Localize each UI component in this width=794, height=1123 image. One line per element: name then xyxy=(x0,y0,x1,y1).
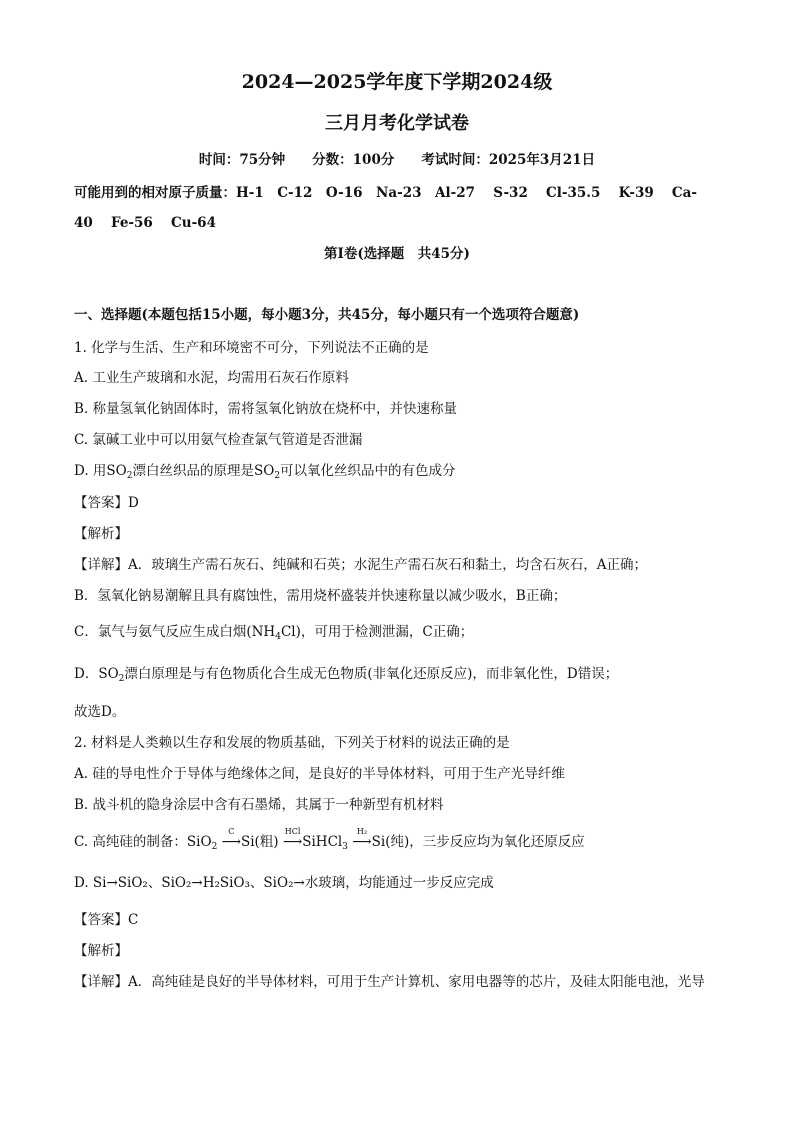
q1-option-d-mid: 漂白丝织品的原理是SO xyxy=(132,463,275,479)
q2-option-a: A. 硅的导电性介于导体与绝缘体之间，是良好的半导体材料，可用于生产光导纤维 xyxy=(74,766,565,782)
q2-option-c-post: ，三步反应均为氧化还原反应 xyxy=(409,834,585,850)
atomic-mass-line-2: 40 Fe-56 Cu-64 xyxy=(74,215,216,231)
q1-stem: 1. 化学与生活、生产和环境密不可分，下列说法不正确的是 xyxy=(74,340,429,356)
q2-option-d: D. Si→SiO₂、SiO₂→H₂SiO₃、SiO₂→水玻璃，均能通过一步反应完成 xyxy=(74,875,494,891)
q1-option-c: C. 氯碱工业中可以用氨气检查氯气管道是否泄漏 xyxy=(74,432,363,448)
formula-nh4cl xyxy=(252,624,296,640)
subscript: 2 xyxy=(274,471,281,481)
q2-analysis-label: 【解析】 xyxy=(74,943,128,959)
q2-answer: 【答案】C xyxy=(74,912,139,928)
formula-part: NH xyxy=(251,624,276,640)
q2-detail-1: 【详解】A．高纯硅是良好的半导体材料，可用于生产计算机、家用电器等的芯片，及硅太阳能电池，光导 xyxy=(74,974,705,990)
q2-option-c-s3: Si(纯) xyxy=(371,834,410,850)
arrow-label: H₂ xyxy=(356,827,368,836)
q1-option-d-pre: D. 用SO xyxy=(74,463,127,479)
q2-option-c-s1: Si(粗) xyxy=(240,834,279,850)
reaction-arrow: C ⟶ xyxy=(222,832,241,852)
q1-detail-3 xyxy=(74,622,732,647)
q1-detail-4 xyxy=(74,664,732,689)
subscript: 4 xyxy=(275,632,281,642)
q2-stem: 2. 材料是人类赖以生存和发展的物质基础，下列关于材料的说法正确的是 xyxy=(74,735,510,751)
q1-detail-4-pre: D．SO xyxy=(74,666,119,682)
q2-option-c-pre: C. 高纯硅的制备：SiO xyxy=(74,834,212,850)
subscript: 2 xyxy=(126,471,133,481)
q1-answer: 【答案】D xyxy=(74,495,139,511)
section-heading: 一、选择题(本题包括15小题，每小题3分，共45分，每小题只有一个选项符合题意) xyxy=(74,307,580,323)
exam-title: 2024—2025学年度下学期2024级 xyxy=(241,71,553,93)
reaction-arrow: H₂ ⟶ xyxy=(352,832,371,852)
exam-subtitle: 三月月考化学试卷 xyxy=(325,113,469,134)
q1-option-d xyxy=(74,461,732,486)
reaction-arrow: HCl ⟶ xyxy=(283,832,302,852)
q2-option-b: B. 战斗机的隐身涂层中含有石墨烯，其属于一种新型有机材料 xyxy=(74,797,444,813)
q1-option-b: B. 称量氢氧化钠固体时，需将氢氧化钠放在烧杯中，并快速称量 xyxy=(74,401,458,417)
volume-title: 第Ⅰ卷(选择题 共45分) xyxy=(324,246,470,262)
q1-detail-1: 【详解】A．玻璃生产需石灰石、纯碱和石英；水泥生产需石灰石和黏土，均含石灰石，A正确； xyxy=(74,557,647,573)
subscript: 2 xyxy=(211,842,218,852)
arrow-label: HCl xyxy=(284,827,301,836)
q2-option-c xyxy=(74,827,732,857)
formula-part: Cl xyxy=(280,624,296,640)
q1-conclusion: 故选D。 xyxy=(74,704,126,720)
subscript: 3 xyxy=(342,842,348,852)
q1-detail-2: B．氢氧化钠易潮解且具有腐蚀性，需用烧杯盛装并快速称量以减少吸水，B正确； xyxy=(74,588,567,604)
q1-detail-3-pre: C．氯气与氨气反应生成白烟( xyxy=(74,624,252,640)
atomic-mass-line-1: 可能用到的相对原子质量：H-1 C-12 O-16 Na-23 Al-27 S-32 Cl-35.5 K-39 Ca- xyxy=(74,185,698,201)
q2-option-c-s2: SiHCl xyxy=(302,834,343,850)
q1-option-a: A. 工业生产玻璃和水泥，均需用石灰石作原料 xyxy=(74,370,349,386)
subscript: 2 xyxy=(118,674,125,684)
q1-detail-3-post: )，可用于检测泄漏，C正确； xyxy=(295,624,474,640)
q1-detail-4-post: 漂白原理是与有色物质化合生成无色物质(非氧化还原反应)，而非氧化性，D错误； xyxy=(124,666,619,682)
q1-analysis-label: 【解析】 xyxy=(74,526,128,542)
arrow-label: C xyxy=(228,827,235,836)
exam-meta: 时间：75分钟 分数：100分 考试时间：2025年3月21日 xyxy=(198,152,596,168)
q1-option-d-post: 可以氧化丝织品中的有色成分 xyxy=(280,463,456,479)
